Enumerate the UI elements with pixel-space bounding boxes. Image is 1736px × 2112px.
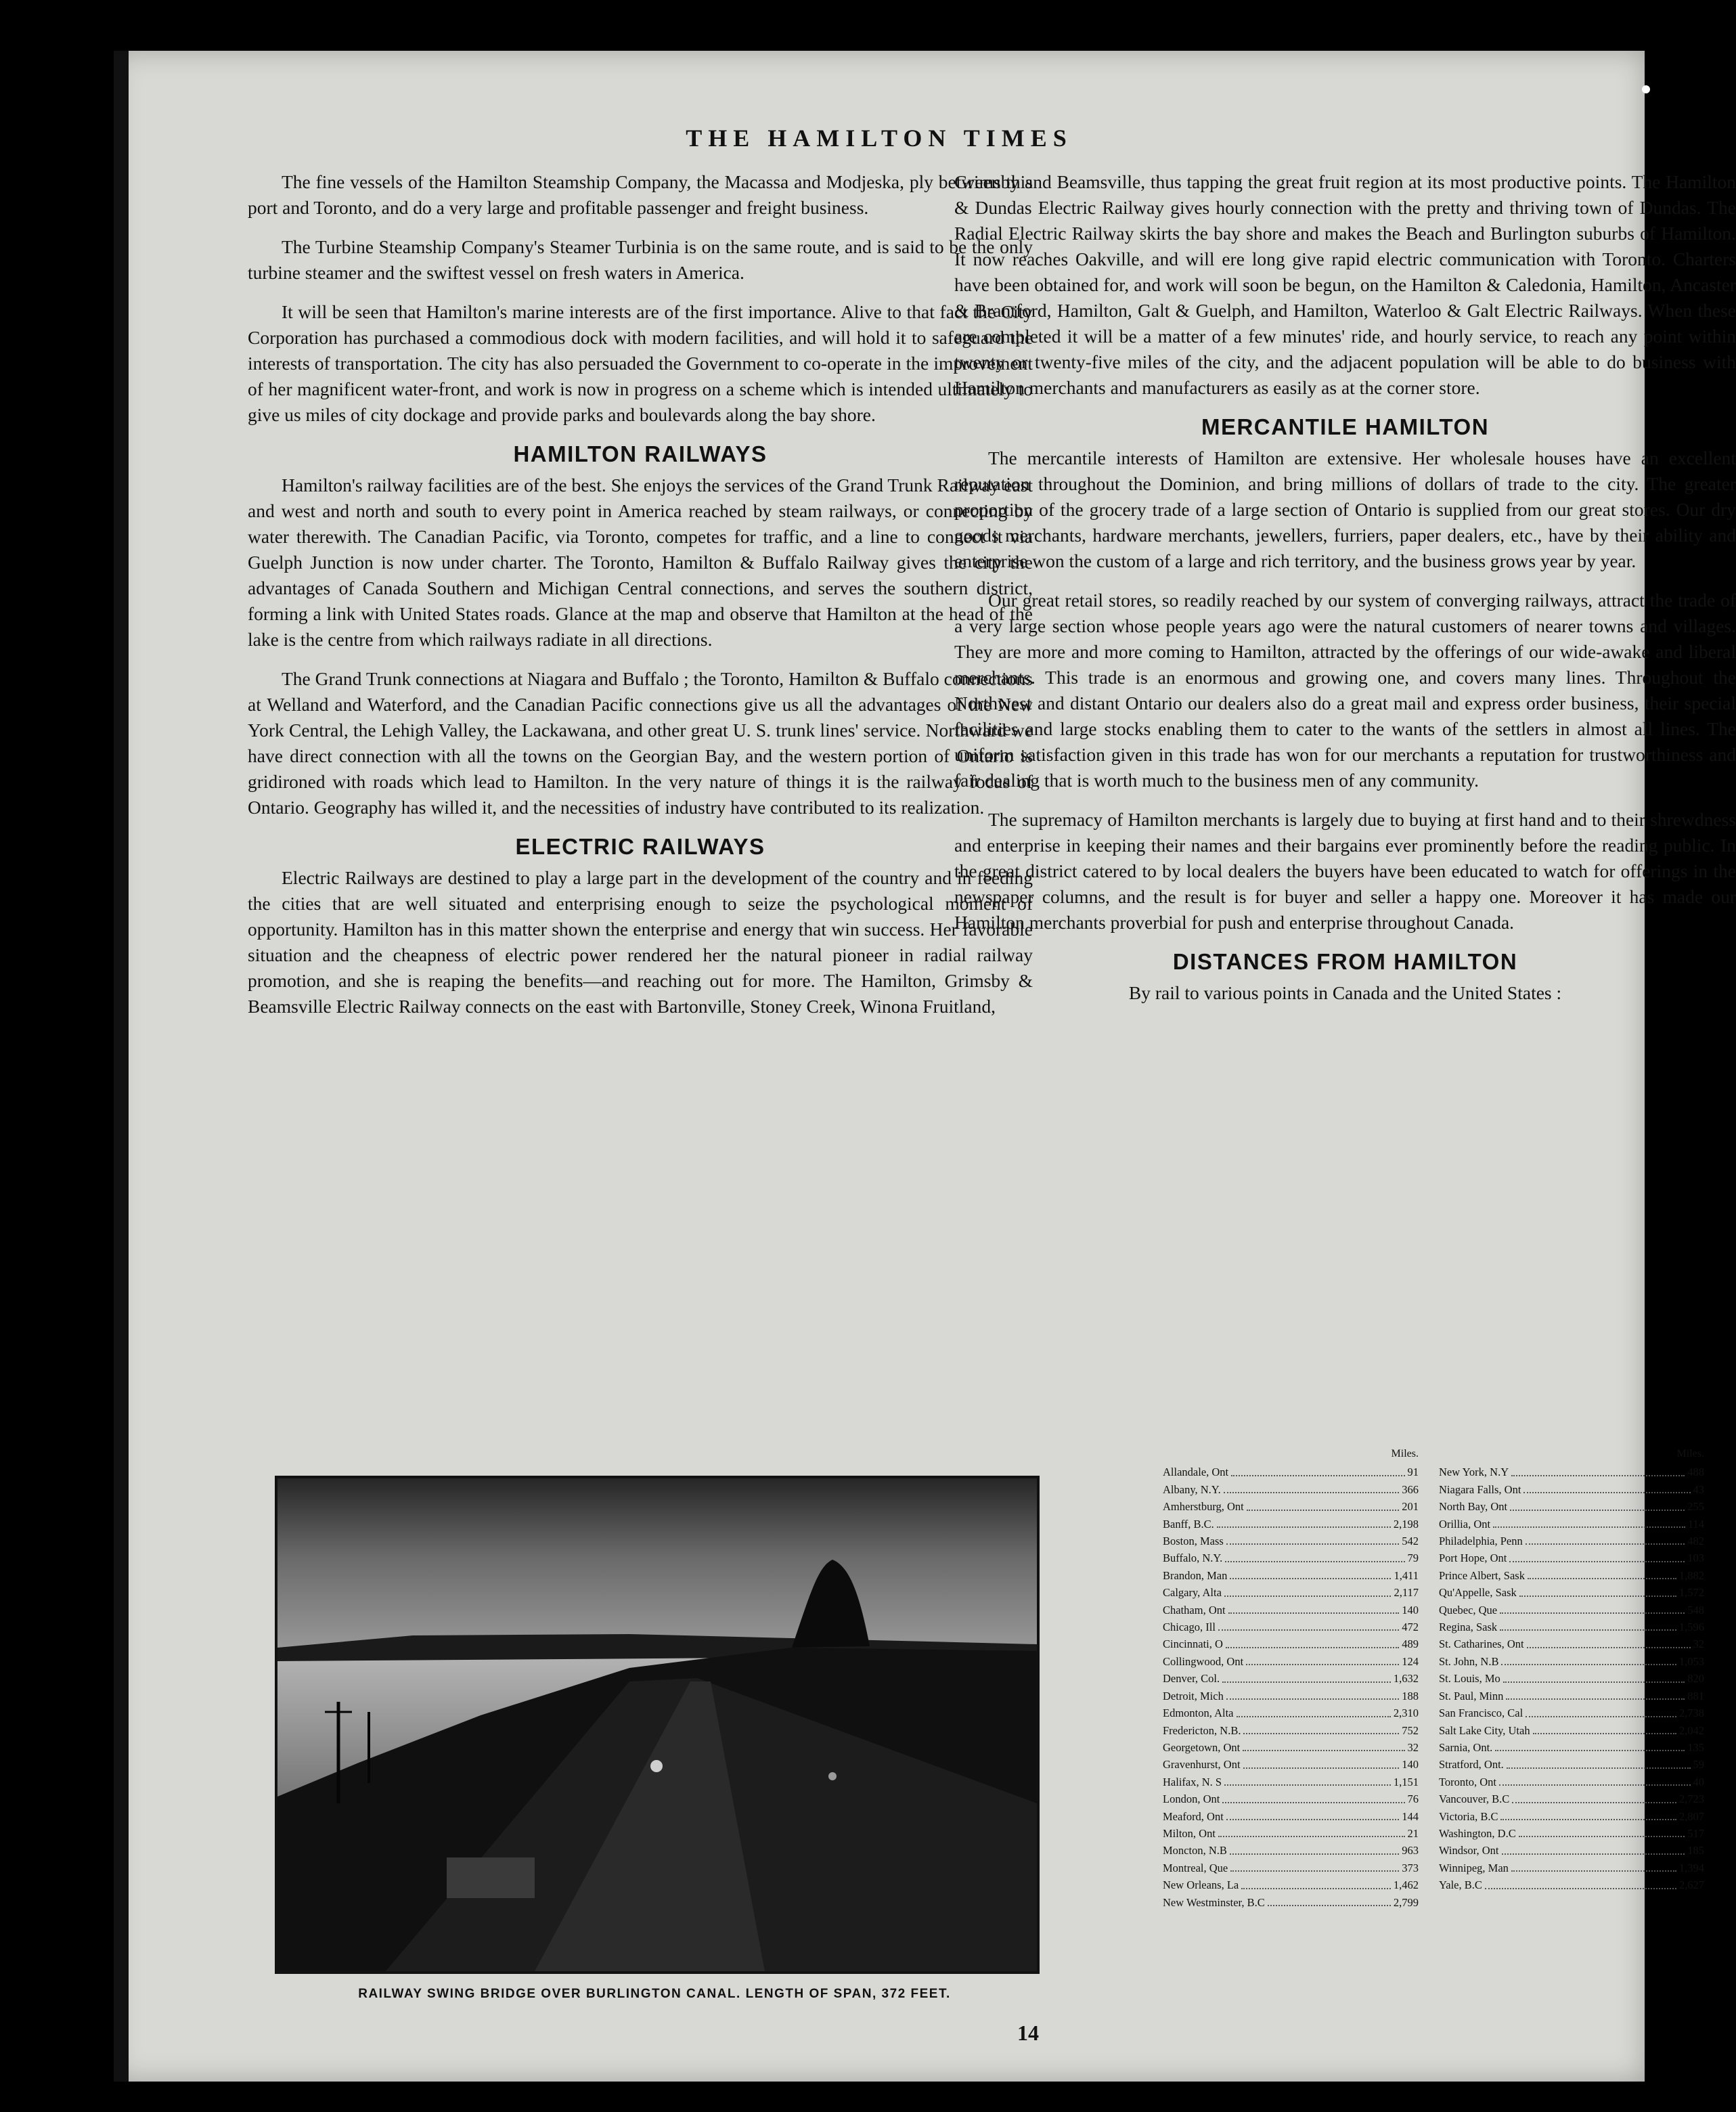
distance-miles: 2,627: [1678, 1878, 1704, 1892]
distance-row: [1163, 1653, 1419, 1670]
distance-place: New York, N.Y: [1439, 1466, 1509, 1479]
right-column: [954, 169, 1736, 1011]
distance-miles: 488: [1687, 1466, 1704, 1479]
distance-place: London, Ont: [1163, 1792, 1220, 1806]
distance-miles: 32: [1693, 1637, 1704, 1651]
distance-row: [1439, 1516, 1704, 1533]
distance-miles: 963: [1402, 1844, 1419, 1857]
distance-place: Halifax, N. S: [1163, 1775, 1222, 1788]
bridge-photo: [275, 1476, 1040, 1974]
newspaper-page: [114, 51, 1736, 2082]
section-heading-mercantile: MERCANTILE HAMILTON: [1201, 414, 1490, 439]
distance-place: Montreal, Que: [1163, 1861, 1228, 1874]
distance-place: Denver, Col.: [1163, 1672, 1220, 1686]
distance-miles: 1,411: [1394, 1568, 1419, 1582]
distance-miles: 140: [1402, 1758, 1419, 1772]
dot-leader: [1533, 1722, 1676, 1734]
distance-miles: 188: [1402, 1689, 1419, 1702]
distance-row: [1163, 1464, 1419, 1480]
dot-leader: [1224, 1774, 1391, 1786]
distance-row: [1163, 1533, 1419, 1549]
distance-miles: 489: [1402, 1637, 1419, 1651]
distance-row: [1163, 1481, 1419, 1498]
distance-place: Buffalo, N.Y.: [1163, 1552, 1223, 1565]
distance-row: [1439, 1635, 1704, 1652]
section-heading-distances: DISTANCES FROM HAMILTON: [1172, 949, 1518, 974]
distance-place: St. Paul, Minn: [1439, 1689, 1504, 1702]
distance-place: New Orleans, La: [1163, 1878, 1239, 1892]
distance-miles: 1,632: [1393, 1672, 1419, 1686]
distance-miles: 21: [1407, 1826, 1419, 1840]
dot-leader: [1526, 1704, 1676, 1717]
left-column: [248, 169, 1033, 1033]
distance-miles: 91: [1407, 1466, 1419, 1479]
distance-miles: 32: [1407, 1740, 1419, 1754]
distance-place: St. Louis, Mo: [1439, 1672, 1500, 1686]
dot-leader: [1224, 1481, 1400, 1493]
distance-row: [1163, 1842, 1419, 1859]
section-heading-electric: ELECTRIC RAILWAYS: [515, 834, 765, 859]
distance-row: [1439, 1670, 1704, 1687]
distance-miles: 472: [1402, 1621, 1419, 1634]
distance-row: [1163, 1498, 1419, 1515]
distance-miles: 103: [1687, 1552, 1704, 1565]
distance-place: Banff, B.C.: [1163, 1517, 1214, 1531]
distance-row: [1439, 1688, 1704, 1704]
distance-place: Victoria, B.C: [1439, 1809, 1498, 1823]
distance-miles: 752: [1402, 1723, 1419, 1737]
distance-place: Albany, N.Y.: [1163, 1482, 1221, 1496]
dot-leader: [1519, 1584, 1676, 1596]
paragraph: The fine vessels of the Hamilton Steamship Company, the Macassa and Modjeska, ply between this port and Toronto, and do a very large and profitable passenger and freight business.: [248, 171, 1033, 218]
distance-miles: 820: [1687, 1672, 1704, 1686]
distance-place: Niagara Falls, Ont: [1439, 1482, 1521, 1496]
page-binding-edge: [114, 51, 129, 2082]
distance-miles: 1,394: [1678, 1861, 1704, 1874]
miles-header: Miles.: [1391, 1448, 1419, 1459]
distance-miles: 59: [1693, 1758, 1704, 1772]
distance-miles: 114: [1687, 1517, 1704, 1531]
dot-leader: [1493, 1516, 1685, 1528]
paragraph: Grimsby and Beamsville, thus tapping the great fruit region at its most productive points. The Hamilton & Dundas Electric Railway gives hourly connection with the pretty and thriving town of Dundas. The Radial Electric Railway skirts the bay shore and makes the Beach and Burlington suburbs of Hamilton. It now reaches Oakville, and will ere long give rapid electric communication with Toronto. Charters have been obtained for, and work will soon be begun, on the Hamilton & Caledonia, Hamilton, Ancaster & Brantford, Hamilton, Galt & Guelph, and Hamilton, Waterloo & Galt Electric Railways. When these are completed it will be a matter of a few minutes' ride, and hourly service, to reach any point within twenty or twenty-five miles of the city, and the adjacent population will be able to do business with Hamilton merchants and manufacturers as easily as at the corner store.: [954, 171, 1736, 398]
distance-place: Regina, Sask: [1439, 1621, 1498, 1634]
distance-miles: 517: [1687, 1826, 1704, 1840]
dot-leader: [1218, 1619, 1399, 1631]
dot-leader: [1228, 1602, 1400, 1614]
distance-place: New Westminster, B.C: [1163, 1895, 1265, 1909]
miles-header: Miles.: [1676, 1448, 1704, 1459]
dot-leader: [1526, 1533, 1685, 1545]
paragraph: It will be seen that Hamilton's marine interests are of the first importance. Alive to that fact the City Corporation has purchased a commodious dock with modern facilities, and will hold it to safeguard the interests of transportation. The city has also persuaded the Government to co-operate in the improvement of her magnificent water-front, and work is now in progress on a scheme which is intended ultimately to give us miles of city dockage and provide parks and boulevards along the bay shore.: [248, 301, 1033, 425]
dot-leader: [1510, 1498, 1685, 1510]
distance-place: Amherstburg, Ont: [1163, 1500, 1244, 1514]
dot-leader: [1237, 1704, 1391, 1717]
distance-row: [1163, 1894, 1419, 1911]
dot-leader: [1243, 1722, 1399, 1734]
dot-leader: [1511, 1464, 1685, 1476]
dot-leader: [1509, 1549, 1685, 1562]
dot-leader: [1226, 1635, 1399, 1648]
dot-leader: [1230, 1860, 1399, 1872]
dot-leader: [1230, 1842, 1399, 1854]
dot-leader: [1523, 1481, 1690, 1493]
section-heading-railways: HAMILTON RAILWAYS: [513, 441, 767, 466]
distance-row: [1439, 1790, 1704, 1807]
dot-leader: [1511, 1860, 1676, 1872]
distance-place: Moncton, N.B: [1163, 1844, 1227, 1857]
distance-row: [1439, 1825, 1704, 1842]
distance-row: [1439, 1704, 1704, 1721]
paragraph: Hamilton's railway facilities are of the best. She enjoys the services of the Grand Trunk Railway east and west and north and south to every point in America reached by steam railways, or connecting by water therewith. The Canadian Pacific, via Toronto, competes for traffic, and a line to connect it via Guelph Junction is now under charter. The Toronto, Hamilton & Buffalo Railway gives the city the advantages of Canada Southern and Michigan Central connections, and serves the southern district, forming a link with United States roads. Glance at the map and observe that Hamilton at the head of the lake is the centre from which railways radiate in all directions.: [248, 475, 1033, 650]
dot-leader: [1495, 1739, 1685, 1751]
distances-table-left: [1163, 1445, 1419, 1911]
distance-place: Chatham, Ont: [1163, 1603, 1226, 1616]
distance-row: [1439, 1549, 1704, 1566]
dot-leader: [1500, 1602, 1685, 1614]
distance-row: [1439, 1860, 1704, 1876]
dot-leader: [1519, 1825, 1685, 1837]
distance-place: Allandale, Ont: [1163, 1466, 1229, 1479]
distance-place: Edmonton, Alta: [1163, 1707, 1234, 1720]
distance-place: Detroit, Mich: [1163, 1689, 1224, 1702]
dot-leader: [1527, 1635, 1691, 1648]
distance-miles: 1,151: [1393, 1775, 1419, 1788]
distance-miles: 43: [1693, 1482, 1704, 1496]
distance-miles: 548: [1687, 1603, 1704, 1616]
distance-row: [1439, 1842, 1704, 1859]
dot-leader: [1499, 1774, 1690, 1786]
dot-leader: [1222, 1670, 1391, 1682]
distance-place: St. John, N.B: [1439, 1654, 1499, 1668]
distance-row: [1439, 1756, 1704, 1773]
distance-miles: 1,462: [1393, 1878, 1419, 1892]
distance-miles: 2,117: [1394, 1586, 1419, 1600]
paragraph: The mercantile interests of Hamilton are extensive. Her wholesale houses have an excellent reputation throughout the Dominion, and bring millions of dollars of trade to the city. The greater proportion of the grocery trade of a large section of Ontario is supplied from our great stores. Our dry goods merchants, hardware merchants, jewellers, furriers, paper dealers, etc., have by their ability and enterprise won the custom of a large and rich territory, and the business grows year by year.: [954, 447, 1736, 571]
distance-place: Calgary, Alta: [1163, 1586, 1222, 1600]
dot-leader: [1226, 1808, 1399, 1820]
distance-row: [1439, 1584, 1704, 1601]
dot-leader: [1501, 1653, 1676, 1665]
distance-miles: 482: [1687, 1535, 1704, 1548]
dot-leader: [1226, 1533, 1399, 1545]
distance-row: [1163, 1876, 1419, 1893]
photo-caption: RAILWAY SWING BRIDGE OVER BURLINGTON CANAL. LENGTH OF SPAN, 372 FEET.: [358, 1987, 951, 2001]
distance-miles: 881: [1687, 1689, 1704, 1702]
dot-leader: [1247, 1498, 1399, 1510]
dot-leader: [1226, 1688, 1399, 1700]
distance-place: Port Hope, Ont: [1439, 1552, 1507, 1565]
page-number: 14: [1017, 2021, 1039, 2045]
distance-place: Washington, D.C: [1439, 1826, 1516, 1840]
distance-place: Yale, B.C: [1439, 1878, 1482, 1892]
dot-leader: [1485, 1876, 1676, 1889]
distance-place: Toronto, Ont: [1439, 1775, 1497, 1788]
dot-leader: [1241, 1876, 1391, 1889]
distances-table-right: [1439, 1445, 1704, 1894]
dot-leader: [1243, 1739, 1404, 1751]
distance-miles: 185: [1687, 1844, 1704, 1857]
distance-miles: 1,053: [1678, 1654, 1704, 1668]
distance-place: Qu'Appelle, Sask: [1439, 1586, 1517, 1600]
dot-leader: [1512, 1790, 1676, 1803]
dot-leader: [1217, 1516, 1391, 1528]
distance-row: [1439, 1567, 1704, 1584]
distance-row: [1163, 1808, 1419, 1825]
distance-place: Brandon, Man: [1163, 1568, 1228, 1582]
distance-row: [1439, 1464, 1704, 1480]
dot-leader: [1500, 1619, 1676, 1631]
dot-leader: [1230, 1567, 1391, 1579]
distance-row: [1439, 1739, 1704, 1756]
distance-row: [1439, 1498, 1704, 1515]
distance-miles: 542: [1402, 1535, 1419, 1548]
distance-miles: 1,596: [1678, 1621, 1704, 1634]
distance-miles: 1,572: [1678, 1586, 1704, 1600]
dot-leader: [1503, 1670, 1685, 1682]
distance-row: [1439, 1602, 1704, 1619]
distance-row: [1163, 1549, 1419, 1566]
distance-place: Vancouver, B.C: [1439, 1792, 1510, 1806]
dot-leader: [1500, 1808, 1676, 1820]
distance-place: Winnipeg, Man: [1439, 1861, 1509, 1874]
dot-leader: [1506, 1688, 1685, 1700]
distance-row: [1163, 1790, 1419, 1807]
distances-subheading: By rail to various points in Canada and the United States :: [1128, 982, 1562, 1003]
distance-row: [1163, 1602, 1419, 1619]
dot-leader: [1231, 1464, 1404, 1476]
distance-place: Boston, Mass: [1163, 1535, 1224, 1548]
distance-row: [1163, 1635, 1419, 1652]
distance-row: [1163, 1860, 1419, 1876]
dot-leader: [1528, 1567, 1676, 1579]
distance-miles: 201: [1402, 1500, 1419, 1514]
distance-miles: 40: [1693, 1775, 1704, 1788]
paragraph: The Grand Trunk connections at Niagara and Buffalo ; the Toronto, Hamilton & Buffalo connections at Welland and Waterford, and the Canadian Pacific connections give us all the advantages of the New York Central, the Lehigh Valley, the Lackawana, and other great U. S. trunk lines' service. Northward we have direct connection with all the towns on the Georgian Bay, and the western portion of Ontario is gridironed with roads which lead to Hamilton. In the very nature of things it is the railway focus of Ontario. Geography has willed it, and the necessities of industry have contributed to its realization.: [248, 668, 1033, 818]
distance-miles: 76: [1407, 1792, 1419, 1806]
distance-row: [1163, 1774, 1419, 1790]
distance-place: San Francisco, Cal: [1439, 1707, 1523, 1720]
distance-row: [1163, 1688, 1419, 1704]
distance-miles: 255: [1687, 1500, 1704, 1514]
paragraph: The supremacy of Hamilton merchants is largely due to buying at first hand and to their shrewdness and enterprise in keeping their names and their bargains ever prominently before the reading public. In the great district catered to by local dealers the buyers have been educated to watch for offerings in the newspaper columns, and the result is for buyer and seller a happy one. Moreover it has made our Hamilton merchants proverbial for push and enterprise throughout Canada.: [954, 809, 1736, 933]
distance-miles: 79: [1407, 1552, 1419, 1565]
distance-row: [1439, 1876, 1704, 1893]
distance-place: Salt Lake City, Utah: [1439, 1723, 1530, 1737]
distance-row: [1439, 1533, 1704, 1549]
distance-miles: 2,738: [1678, 1707, 1704, 1720]
dot-leader: [1268, 1894, 1391, 1906]
distance-miles: 1,882: [1678, 1568, 1704, 1582]
distance-place: Windsor, Ont: [1439, 1844, 1499, 1857]
distance-row: [1163, 1756, 1419, 1773]
distance-place: Fredericton, N.B.: [1163, 1723, 1241, 1737]
distance-row: [1163, 1704, 1419, 1721]
distance-place: Meaford, Ont: [1163, 1809, 1224, 1823]
distance-row: [1439, 1653, 1704, 1670]
distance-miles: 2,198: [1393, 1517, 1419, 1531]
dot-leader: [1243, 1756, 1400, 1768]
dot-leader: [1502, 1842, 1685, 1854]
distance-row: [1439, 1481, 1704, 1498]
paragraph: Our great retail stores, so readily reached by our system of converging railways, attract the trade of a very large section whose people years ago were the natural customers of nearer towns and villages. They are more and more coming to Hamilton, attracted by the offerings of our wide-awake and liberal merchants. This trade is an enormous and growing one, and covers many lines. Throughout the Northwest and distant Ontario our dealers also do a great mail and express order business, their special facilities and large stocks enabling them to cater to the wants of the settlers in almost all lines. The uniform satisfaction given in this trade has won for our merchants a reputation for trustworthiness and fair dealing that is worth much to the business men of any community.: [954, 590, 1736, 791]
distance-place: Milton, Ont: [1163, 1826, 1216, 1840]
distance-row: [1439, 1722, 1704, 1739]
distance-place: North Bay, Ont: [1439, 1500, 1508, 1514]
distance-miles: 135: [1687, 1740, 1704, 1754]
distance-place: Prince Albert, Sask: [1439, 1568, 1525, 1582]
dot-leader: [1225, 1549, 1404, 1562]
dot-leader: [1507, 1756, 1691, 1768]
dot-leader: [1224, 1584, 1392, 1596]
bridge-photo-image: [277, 1478, 1037, 1971]
dot-leader: [1222, 1790, 1404, 1803]
masthead-title: THE HAMILTON TIMES: [686, 125, 1073, 152]
distance-row: [1163, 1584, 1419, 1601]
distance-row: [1163, 1516, 1419, 1533]
distance-place: Philadelphia, Penn: [1439, 1535, 1523, 1548]
distance-miles: 2,723: [1678, 1792, 1704, 1806]
paragraph: The Turbine Steamship Company's Steamer Turbinia is on the same route, and is said to be the only turbine steamer and the swiftest vessel on fresh waters in America.: [248, 236, 1033, 283]
distance-row: [1163, 1670, 1419, 1687]
distance-place: Quebec, Que: [1439, 1603, 1498, 1616]
distance-row: [1163, 1567, 1419, 1584]
distance-miles: 140: [1402, 1603, 1419, 1616]
distance-row: [1439, 1774, 1704, 1790]
scan-artifact: [1642, 85, 1650, 93]
distance-row: [1163, 1825, 1419, 1842]
distance-row: [1163, 1739, 1419, 1756]
distance-place: Gravenhurst, Ont: [1163, 1758, 1241, 1772]
distance-miles: 2,042: [1678, 1723, 1704, 1737]
distance-miles: 2,310: [1393, 1707, 1419, 1720]
distance-miles: 2,807: [1678, 1809, 1704, 1823]
distance-place: Collingwood, Ont: [1163, 1654, 1244, 1668]
distance-row: [1439, 1619, 1704, 1635]
dot-leader: [1246, 1653, 1399, 1665]
distance-place: Stratford, Ont.: [1439, 1758, 1504, 1772]
distance-miles: 124: [1402, 1654, 1419, 1668]
distance-place: Georgetown, Ont: [1163, 1740, 1241, 1754]
dot-leader: [1218, 1825, 1405, 1837]
distance-place: Chicago, Ill: [1163, 1621, 1216, 1634]
distance-place: Cincinnati, O: [1163, 1637, 1223, 1651]
distance-row: [1163, 1722, 1419, 1739]
distance-place: Sarnia, Ont.: [1439, 1740, 1493, 1754]
distance-place: Orillia, Ont: [1439, 1517, 1491, 1531]
paragraph: Electric Railways are destined to play a large part in the development of the country and in feeding the cities that are well situated and enterprising enough to seize the psychological moment of opportunity. Hamilton has in this matter shown the enterprise and energy that win success. Her favorable situation and the cheapness of electric power rendered her the natural pioneer in radial railway promotion, and she is reaping the benefits—and reaching out for more. The Hamilton, Grimsby & Beamsville Electric Railway connects on the east with Bartonville, Stoney Creek, Winona Fruitland,: [248, 867, 1033, 1017]
distance-place: St. Catharines, Ont: [1439, 1637, 1524, 1651]
distance-miles: 366: [1402, 1482, 1419, 1496]
distance-miles: 144: [1402, 1809, 1419, 1823]
distance-row: [1439, 1808, 1704, 1825]
distance-miles: 2,799: [1393, 1895, 1419, 1909]
distance-miles: 373: [1402, 1861, 1419, 1874]
distance-row: [1163, 1619, 1419, 1635]
